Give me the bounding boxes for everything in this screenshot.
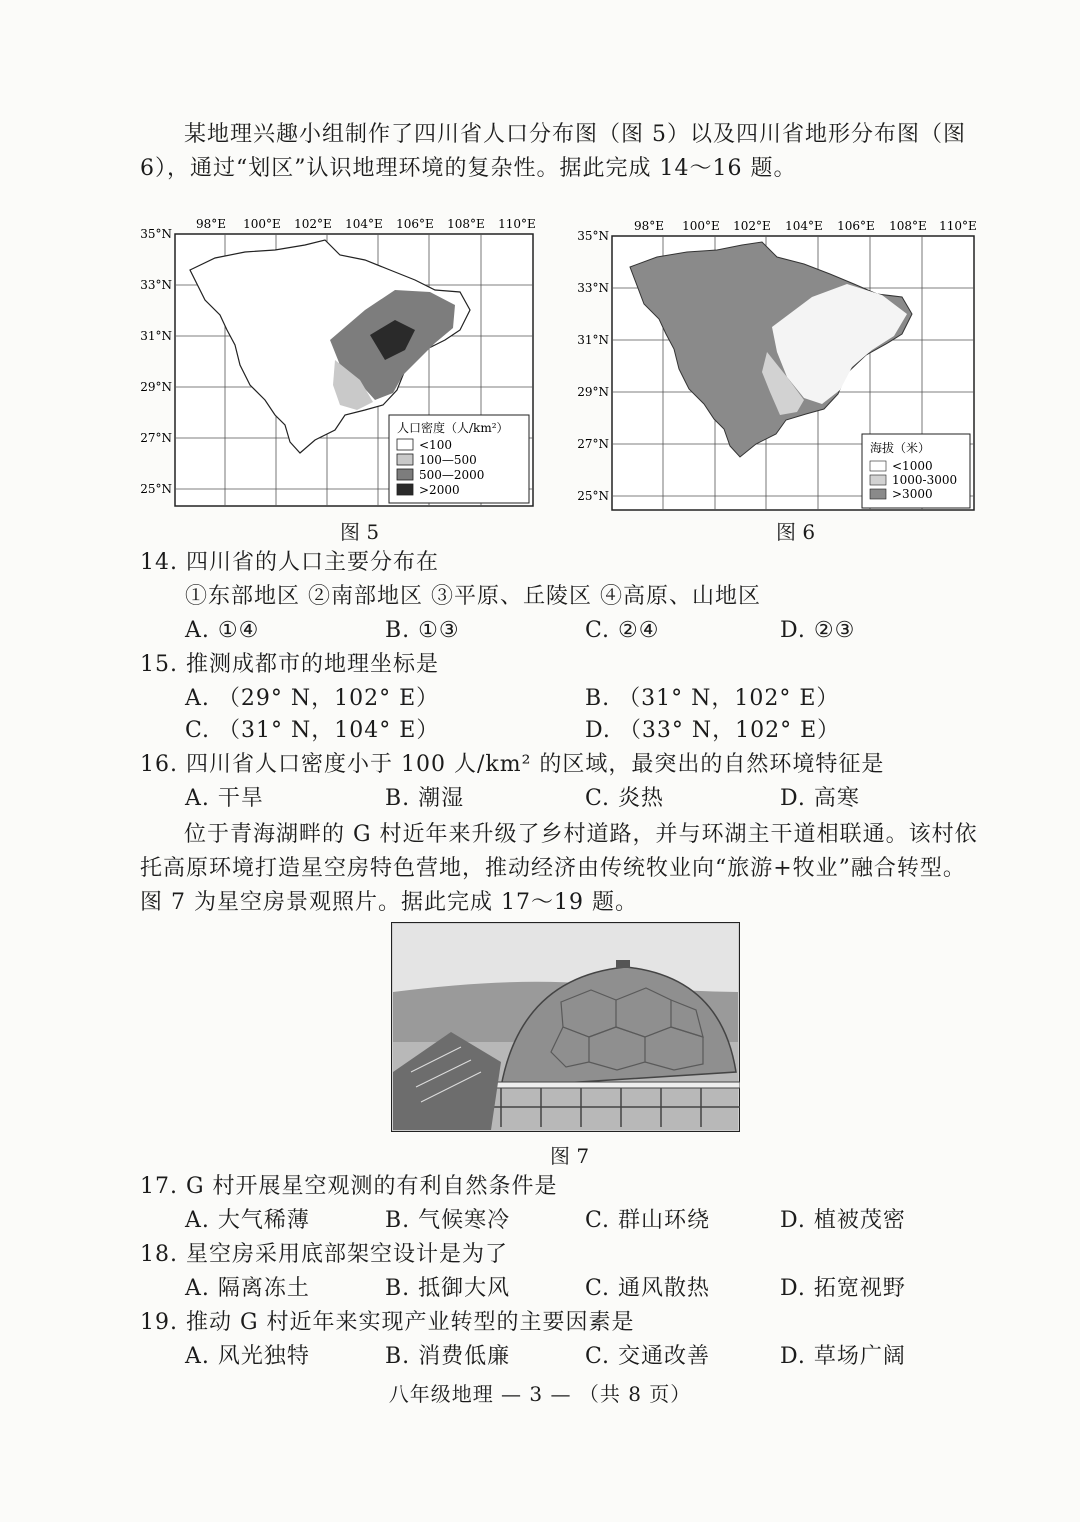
legend-label-3: >3000 — [892, 487, 933, 501]
legend-label-1: <100 — [419, 438, 452, 452]
intro-1-line-2: 6），通过“划区”认识地理环境的复杂性。据此完成 14～16 题。 — [140, 156, 797, 181]
lon-label: 106°E — [837, 219, 875, 233]
option-b: B. 抵御大风 — [385, 1276, 511, 1301]
lat-label: 29°N — [577, 385, 609, 399]
lon-label: 108°E — [447, 217, 485, 231]
option-b: B. ①③ — [385, 618, 460, 643]
option-d: D. 拓宽视野 — [780, 1276, 906, 1301]
intro-paragraph-2 — [140, 818, 1000, 920]
legend-swatch-2 — [397, 454, 413, 465]
legend-title: 人口密度（人/km²） — [397, 421, 509, 435]
figure-6-terrain-map — [572, 212, 982, 517]
option-c: C. ②④ — [585, 618, 660, 643]
question-19-stem: 19. 推动 G 村近年来实现产业转型的主要因素是 — [140, 1310, 635, 1335]
option-d: D. 植被茂密 — [780, 1208, 906, 1233]
question-15-stem: 15. 推测成都市的地理坐标是 — [140, 652, 439, 677]
lat-label: 27°N — [577, 437, 609, 451]
lat-label: 29°N — [140, 380, 172, 394]
question-14-items: ①东部地区 ②南部地区 ③平原、丘陵区 ④高原、山地区 — [185, 584, 761, 609]
figure-5-caption: 图 5 — [340, 520, 380, 544]
legend-swatch-4 — [397, 484, 413, 495]
option-d: D. （33° N，102° E） — [585, 718, 841, 743]
option-d: D. 草场广阔 — [780, 1344, 906, 1369]
option-d: D. 高寒 — [780, 786, 860, 811]
option-a: A. （29° N，102° E） — [185, 686, 440, 711]
option-c: C. 交通改善 — [585, 1344, 711, 1369]
lon-label: 102°E — [733, 219, 771, 233]
lat-label: 31°N — [140, 329, 172, 343]
intro-2-line-1: 位于青海湖畔的 G 村近年来升级了乡村道路，并与环湖主干道相联通。该村依 — [184, 822, 978, 847]
figure-6-caption: 图 6 — [776, 520, 816, 544]
intro-2-line-2: 托高原环境打造星空房特色营地，推动经济由传统牧业向“旅游+牧业”融合转型。 — [140, 856, 966, 881]
figure-5-population-map — [135, 210, 545, 515]
lat-label: 35°N — [140, 227, 172, 241]
figure-6-legend — [862, 434, 970, 508]
legend-label-2: 100—500 — [419, 453, 477, 467]
lon-label: 100°E — [682, 219, 720, 233]
option-c: C. （31° N，104° E） — [185, 718, 440, 743]
legend-title: 海拔（米） — [870, 441, 931, 455]
question-17-stem: 17. G 村开展星空观测的有利自然条件是 — [140, 1174, 558, 1199]
lat-label: 35°N — [577, 229, 609, 243]
lat-label: 27°N — [140, 431, 172, 445]
legend-swatch-1 — [397, 439, 413, 450]
lat-label: 31°N — [577, 333, 609, 347]
lat-label: 33°N — [140, 278, 172, 292]
lon-label: 106°E — [396, 217, 434, 231]
intro-paragraph-1 — [140, 118, 1000, 186]
figure-7-photo — [391, 922, 740, 1132]
legend-label-4: >2000 — [419, 483, 460, 497]
lat-label: 25°N — [577, 489, 609, 503]
option-a: A. 隔离冻土 — [185, 1276, 310, 1301]
lon-label: 108°E — [889, 219, 927, 233]
legend-swatch-3 — [870, 489, 886, 499]
lat-label: 25°N — [140, 482, 172, 496]
page-footer: 八年级地理 — 3 — （共 8 页） — [388, 1382, 692, 1406]
lat-label: 33°N — [577, 281, 609, 295]
intro-2-line-3: 图 7 为星空房景观照片。据此完成 17～19 题。 — [140, 890, 638, 915]
question-18-stem: 18. 星空房采用底部架空设计是为了 — [140, 1242, 508, 1267]
figure-7-caption: 图 7 — [550, 1144, 590, 1168]
legend-swatch-2 — [870, 475, 886, 485]
legend-swatch-3 — [397, 469, 413, 480]
option-c: C. 通风散热 — [585, 1276, 711, 1301]
option-a: A. ①④ — [185, 618, 260, 643]
option-b: B. 消费低廉 — [385, 1344, 511, 1369]
legend-label-3: 500—2000 — [419, 468, 485, 482]
question-14-stem: 14. 四川省的人口主要分布在 — [140, 550, 439, 575]
lon-label: 100°E — [243, 217, 281, 231]
option-a: A. 大气稀薄 — [185, 1208, 310, 1233]
intro-1-line-1: 某地理兴趣小组制作了四川省人口分布图（图 5）以及四川省地形分布图（图 — [184, 122, 966, 147]
option-c: C. 群山环绕 — [585, 1208, 711, 1233]
legend-label-1: <1000 — [892, 459, 933, 473]
option-a: A. 干旱 — [185, 786, 264, 811]
option-c: C. 炎热 — [585, 786, 665, 811]
lon-label: 98°E — [633, 219, 665, 233]
figure-5-legend — [389, 415, 529, 503]
lon-label: 104°E — [345, 217, 383, 231]
option-a: A. 风光独特 — [185, 1344, 310, 1369]
option-d: D. ②③ — [780, 618, 856, 643]
question-16-stem: 16. 四川省人口密度小于 100 人/km² 的区域，最突出的自然环境特征是 — [140, 752, 885, 777]
legend-swatch-1 — [870, 461, 886, 471]
legend-label-2: 1000-3000 — [892, 473, 958, 487]
lon-label: 104°E — [785, 219, 823, 233]
lon-label: 98°E — [195, 217, 227, 231]
lon-label: 102°E — [294, 217, 332, 231]
option-b: B. 潮湿 — [385, 786, 465, 811]
lon-label: 110°E — [939, 219, 977, 233]
lon-label: 110°E — [498, 217, 536, 231]
option-b: B. 气候寒冷 — [385, 1208, 511, 1233]
option-b: B. （31° N，102° E） — [585, 686, 840, 711]
